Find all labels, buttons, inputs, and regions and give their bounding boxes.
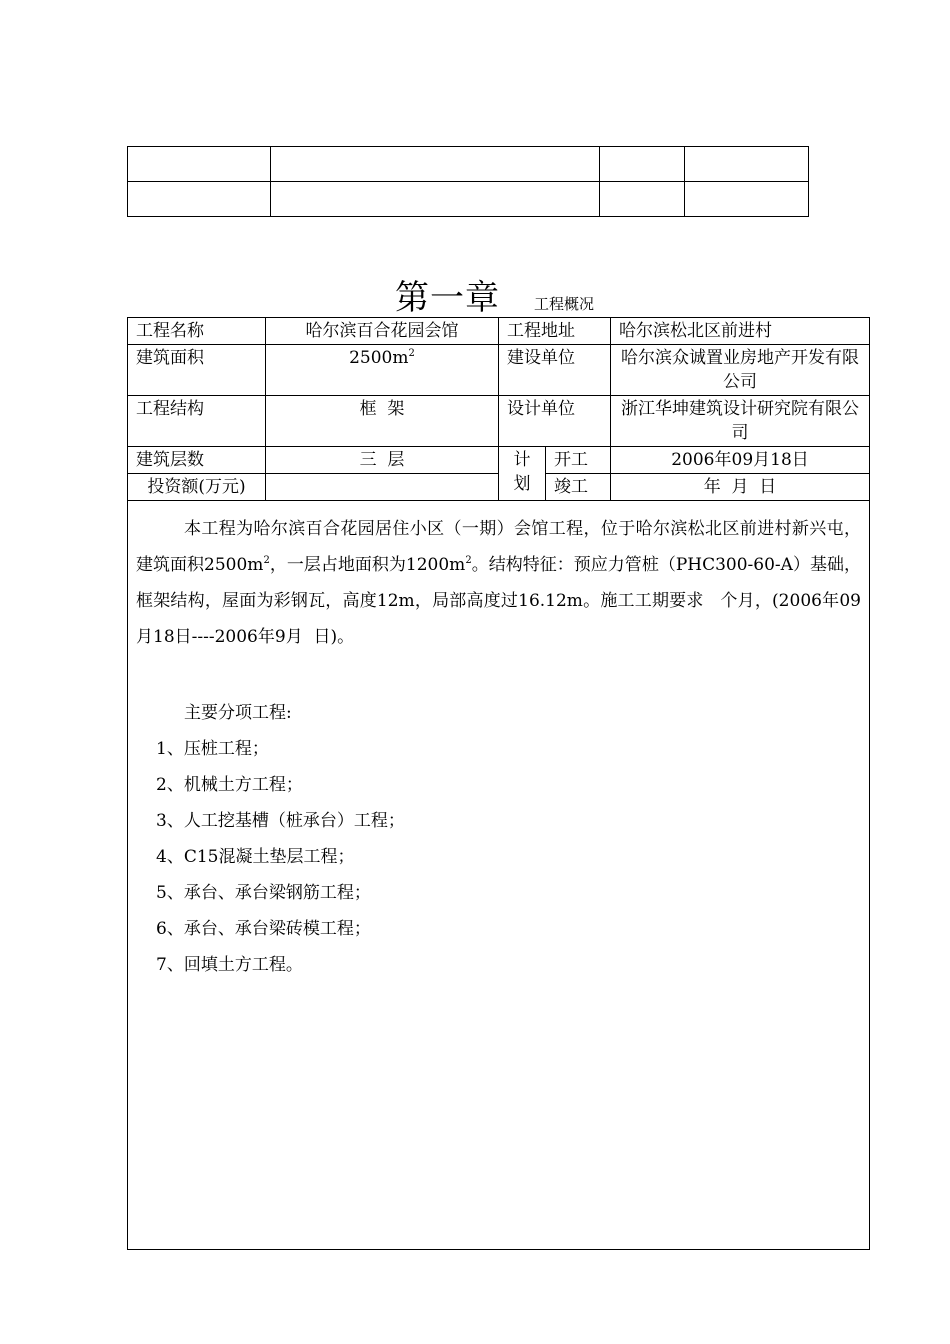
- description-cell: [128, 501, 870, 1250]
- start-label: 开工: [546, 447, 611, 474]
- blank-cell: [600, 182, 685, 217]
- floors-label: 建筑层数: [128, 447, 266, 474]
- area-label: 建筑面积: [128, 345, 266, 396]
- main-items-title: 主要分项工程:: [184, 703, 292, 723]
- address-value: 哈尔滨松北区前进村: [611, 318, 870, 345]
- builder-value: 哈尔滨众诚置业房地产开发有限公司: [611, 345, 870, 396]
- blank-cell: [685, 147, 809, 182]
- address-label: 工程地址: [499, 318, 611, 345]
- chapter-number: 第一章: [395, 278, 500, 318]
- header-blank-table: [127, 146, 809, 217]
- list-item: 6、承台、承台梁砖模工程；: [156, 919, 371, 939]
- floors-value: 三 层: [266, 447, 499, 474]
- name-label: 工程名称: [128, 318, 266, 345]
- invest-label: 投资额(万元): [128, 474, 266, 501]
- list-item: 5、承台、承台梁钢筋工程；: [156, 883, 371, 903]
- blank-cell: [685, 182, 809, 217]
- area-value: $2500m^2$: [266, 345, 499, 396]
- plan-label: 计 划: [499, 447, 546, 501]
- finish-value: 年 月 日: [611, 474, 870, 501]
- blank-cell: [271, 182, 600, 217]
- list-item: 4、C15混凝土垫层工程；: [156, 847, 355, 867]
- builder-label: 建设单位: [499, 345, 611, 396]
- blank-cell: [128, 147, 271, 182]
- description-paragraph: 本工程为哈尔滨百合花园居住小区（一期）会馆工程，位于哈尔滨松北区前进村新兴屯，建筑面积$2500m^2$，一层占地面积为$1200m^2$。结构特征：预应力管桩（PHC300-60-A）基础，框架结构，屋面为彩钢瓦，高度12m，局部高度过16.12m。施工工期要求 个月，(2006年09月18日----2006年9月 日)。: [136, 519, 861, 647]
- list-item: 3、人工挖基槽（桩承台）工程；: [156, 811, 405, 831]
- invest-value: [266, 474, 499, 501]
- blank-cell: [271, 147, 600, 182]
- chapter-heading: [395, 270, 594, 319]
- structure-label: 工程结构: [128, 396, 266, 447]
- project-overview-table: [127, 317, 870, 1250]
- list-item: 1、压桩工程；: [156, 739, 269, 759]
- finish-label: 竣工: [546, 474, 611, 501]
- designer-value: 浙江华坤建筑设计研究院有限公司: [611, 396, 870, 447]
- designer-label: 设计单位: [499, 396, 611, 447]
- blank-cell: [600, 147, 685, 182]
- name-value: 哈尔滨百合花园会馆: [266, 318, 499, 345]
- start-value: 2006年09月18日: [611, 447, 870, 474]
- list-item: 7、回填土方工程。: [156, 955, 303, 975]
- structure-value: 框 架: [266, 396, 499, 447]
- chapter-title: 工程概况: [534, 295, 595, 313]
- list-item: 2、机械土方工程；: [156, 775, 303, 795]
- blank-cell: [128, 182, 271, 217]
